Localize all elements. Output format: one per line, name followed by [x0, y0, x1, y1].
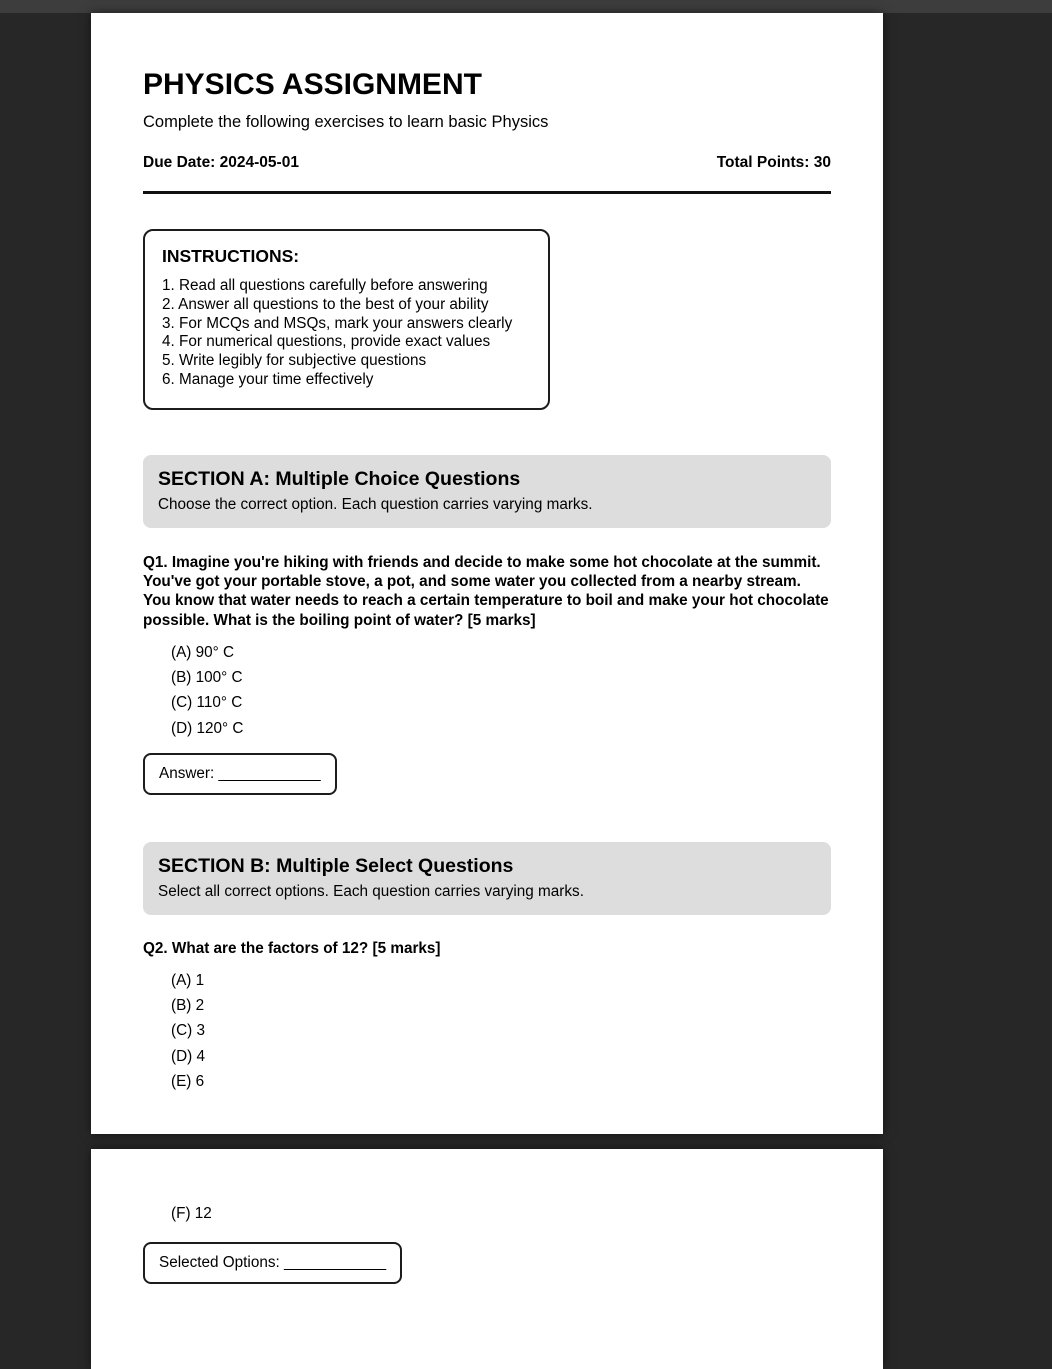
question-1-options	[143, 640, 831, 741]
section-a-title: SECTION A: Multiple Choice Questions	[158, 467, 521, 490]
question-2-selected-options-box: Selected Options: ____________	[143, 1242, 402, 1284]
instruction-item: 6. Manage your time effectively	[162, 370, 374, 388]
header-divider	[143, 191, 831, 194]
instruction-item: 3. For MCQs and MSQs, mark your answers clearly	[162, 314, 513, 332]
instructions-heading: INSTRUCTIONS:	[162, 246, 300, 266]
document-page-2	[91, 1149, 883, 1369]
option-e: (E) 6	[171, 1072, 205, 1090]
section-a-header	[143, 455, 831, 528]
option-d: (D) 120° C	[171, 719, 244, 737]
option-f: (F) 12	[171, 1205, 212, 1222]
instructions-list	[162, 277, 531, 390]
document-meta-row	[143, 154, 831, 172]
question-1-text: Q1. Imagine you're hiking with friends and decide to make some hot chocolate at the summit. You've got your portable stove, a pot, and some water you collected from a nearby stream. You know that water needs to reach a certain temperature to boil and make your hot chocolate possible. What is the boiling point of water? [5 marks]	[143, 553, 829, 629]
option-b: (B) 2	[171, 997, 205, 1015]
question-2-text: Q2. What are the factors of 12? [5 marks]	[143, 939, 441, 957]
option-a: (A) 90° C	[171, 643, 235, 661]
total-points-label: Total Points: 30	[716, 154, 831, 171]
instructions-box	[143, 229, 550, 410]
instruction-item: 5. Write legibly for subjective questions	[162, 352, 427, 370]
due-date-label: Due Date: 2024-05-01	[143, 154, 299, 171]
section-b-header	[143, 842, 831, 915]
option-d: (D) 4	[171, 1047, 205, 1065]
instruction-item: 2. Answer all questions to the best of your ability	[162, 295, 489, 313]
document-subtitle: Complete the following exercises to learn basic Physics	[143, 113, 549, 131]
option-b: (B) 100° C	[171, 669, 243, 687]
section-a-subtitle: Choose the correct option. Each question carries varying marks.	[158, 495, 593, 513]
instruction-item: 4. For numerical questions, provide exact values	[162, 333, 491, 351]
section-b-subtitle: Select all correct options. Each question carries varying marks.	[158, 882, 584, 900]
option-a: (A) 1	[171, 972, 205, 990]
document-page-1	[91, 13, 883, 1134]
question-2-options	[143, 968, 831, 1094]
viewer-top-bar	[0, 0, 1052, 13]
question-1-answer-box: Answer: ____________	[143, 753, 337, 795]
option-c: (C) 110° C	[171, 694, 243, 712]
page-title: PHYSICS ASSIGNMENT	[143, 68, 482, 101]
instruction-item: 1. Read all questions carefully before answering	[162, 277, 488, 294]
option-c: (C) 3	[171, 1022, 205, 1040]
section-b-title: SECTION B: Multiple Select Questions	[158, 854, 514, 877]
